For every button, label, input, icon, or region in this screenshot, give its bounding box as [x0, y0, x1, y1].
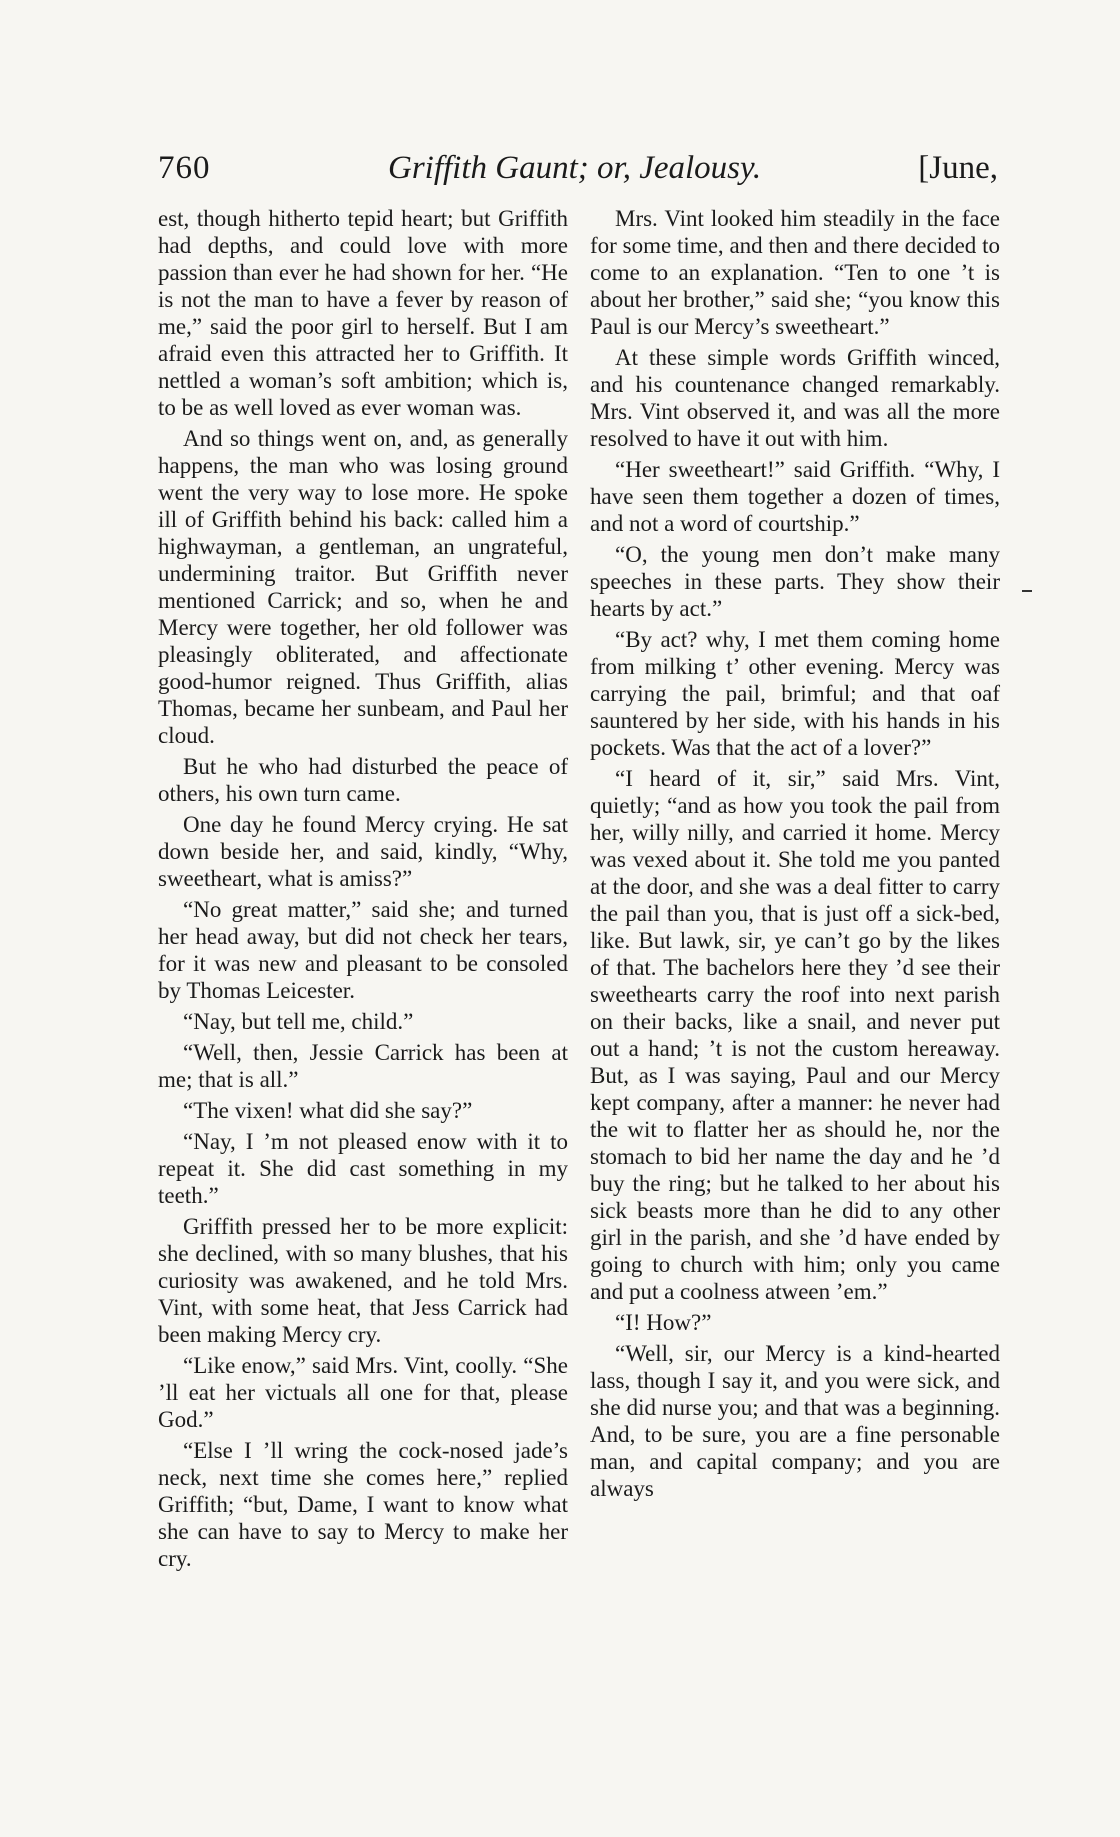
paragraph: At these simple words Griffith winced, and his countenance changed remarkably. Mrs. Vint observed it, and was all the more resolved to have it out with him.: [590, 345, 1000, 451]
paragraph: “Nay, but tell me, child.”: [183, 1009, 414, 1034]
paragraph: Griffith pressed her to be more explicit: she declined, with so many blushes, that his curiosity was awakened, and he told Mrs. Vint, with some heat, that Jess Carrick had been making Mercy cry.: [158, 1214, 568, 1347]
paragraph: “I heard of it, sir,” said Mrs. Vint, quietly; “and as how you took the pail from her, willy nilly, and carried it home. Mercy was vexed about it. She told me you panted at the door, and she was a deal fitter to carry the pail than you, that is just off a sick-bed, like. But lawk, sir, ye can’t go by the likes of that. The bachelors here they ’d see their sweethearts carry the roof into next parish on their backs, like a snail, and never put out a hand; ’t is not the custom hereaway. But, as I was saying, Paul and our Mercy kept company, after a manner: he never had the wit to flatter her as should he, nor the stomach to bid her name the day and he ’d buy the ring; but he talked to her about his sick beasts more than he did to any other girl in the parish, and she ’d have ended by going to church with him; only you came and put a coolness atween ’em.”: [590, 766, 1000, 1304]
paragraph: “No great matter,” said she; and turned her head away, but did not check her tears, for it was new and pleasant to be consoled by Thomas Leicester.: [158, 897, 568, 1003]
paragraph: “Nay, I ’m not pleased enow with it to repeat it. She did cast something in my teeth.”: [158, 1129, 568, 1208]
paragraph: est, though hitherto tepid heart; but Griffith had depths, and could love with more passion than ever he had shown for her. “He is not the man to have a fever by reason of me,” said the poor girl to herself. But I am afraid even this attracted her to Griffith. It nettled a woman’s soft ambition; which is, to be as well loved as ever woman was.: [158, 206, 568, 420]
running-title: Griffith Gaunt; or, Jealousy.: [388, 150, 762, 186]
paragraph: “O, the young men don’t make many speeches in these parts. They show their hearts by act.”: [590, 542, 1000, 621]
paragraph: “I! How?”: [615, 1310, 712, 1335]
right-column: [590, 205, 1000, 1506]
month-label: [June,: [918, 150, 998, 186]
paragraph: But he who had disturbed the peace of others, his own turn came.: [158, 754, 568, 806]
paragraph: “Like enow,” said Mrs. Vint, coolly. “She ’ll eat her victuals all one for that, please God.”: [158, 1353, 568, 1432]
running-header: [158, 150, 998, 200]
paragraph: Mrs. Vint looked him steadily in the face for some time, and then and there decided to come to an explanation. “Ten to one ’t is about her brother,” said she; “you know this Paul is our Mercy’s sweetheart.”: [590, 206, 1000, 339]
paragraph: “Well, sir, our Mercy is a kind-hearted lass, though I say it, and you were sick, and she did nurse you; and that was a beginning. And, to be sure, you are a fine personable man, and capital company; and you are always: [590, 1341, 1000, 1501]
paragraph: “By act? why, I met them coming home from milking t’ other evening. Mercy was carrying the pail, brimful; and that oaf sauntered by her side, with his hands in his pockets. Was that the act of a lover?”: [590, 627, 1000, 760]
paragraph: “Else I ’ll wring the cock-nosed jade’s neck, next time she comes here,” replied Griffith; “but, Dame, I want to know what she can have to say to Mercy to make her cry.: [158, 1438, 568, 1571]
left-column: [158, 205, 568, 1576]
paragraph: “Well, then, Jessie Carrick has been at me; that is all.”: [158, 1040, 568, 1092]
page-number: 760: [158, 150, 211, 186]
paragraph: “The vixen! what did she say?”: [183, 1098, 473, 1123]
paragraph: One day he found Mercy crying. He sat down beside her, and said, kindly, “Why, sweetheart, what is amiss?”: [158, 812, 568, 891]
paragraph: And so things went on, and, as generally happens, the man who was losing ground went the very way to lose more. He spoke ill of Griffith behind his back: called him a highwayman, a gentleman, an ungrateful, undermining traitor. But Griffith never mentioned Carrick; and so, when he and Mercy were together, her old follower was pleasingly obliterated, and affectionate good-humor reigned. Thus Griffith, alias Thomas, became her sunbeam, and Paul her cloud.: [158, 426, 568, 748]
paragraph: “Her sweetheart!” said Griffith. “Why, I have seen them together a dozen of times, and not a word of courtship.”: [590, 457, 1000, 536]
margin-mark: [1022, 590, 1032, 592]
